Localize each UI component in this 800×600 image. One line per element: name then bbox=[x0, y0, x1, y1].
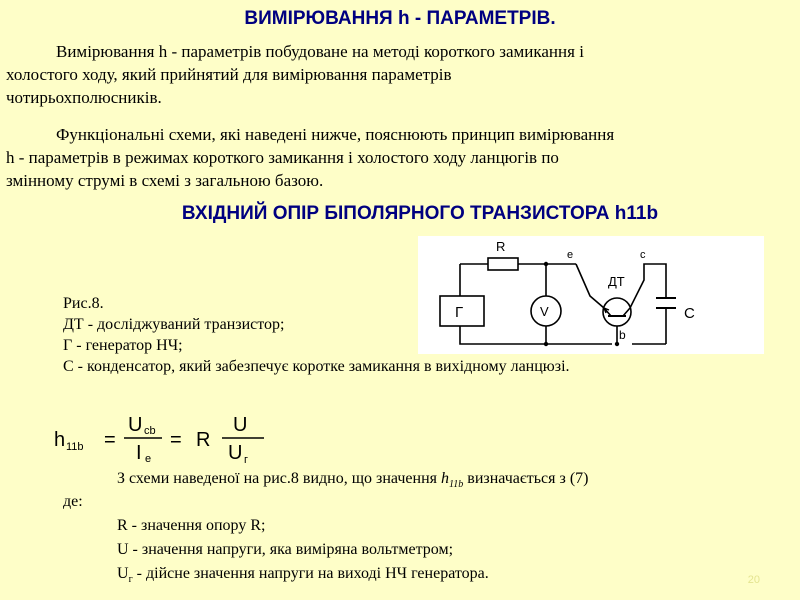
capacitor-label: С bbox=[684, 305, 695, 322]
schemes-paragraph bbox=[6, 123, 784, 192]
formula-den2-sub: г bbox=[244, 454, 249, 466]
intro-line-1: Вимірювання h - параметрів побудоване на методі короткого замикання і bbox=[56, 42, 584, 61]
resistor-label: R bbox=[496, 239, 506, 254]
page-title: ВИМІРЮВАННЯ h - ПАРАМЕТРІВ. bbox=[244, 8, 556, 29]
explanation-where: де: bbox=[63, 493, 83, 510]
formula-den2: U bbox=[228, 442, 243, 464]
formula-equals-1: = bbox=[104, 429, 116, 451]
intro-line-3: чотирьохполюсників. bbox=[6, 88, 162, 107]
legend-item-transistor: ДТ - досліджуваний транзистор; bbox=[63, 316, 285, 333]
formula-num2: U bbox=[233, 414, 248, 436]
formula-den1-sub: e bbox=[145, 453, 152, 465]
generator-label: Г bbox=[455, 304, 464, 321]
formula-num1: U bbox=[128, 414, 143, 436]
h11b-formula bbox=[50, 410, 290, 466]
formula-den1: I bbox=[136, 442, 142, 464]
figure-legend bbox=[63, 293, 570, 377]
voltmeter-label: V bbox=[540, 304, 549, 319]
slide-number: 20 bbox=[747, 574, 760, 586]
explanation-h: h bbox=[441, 470, 450, 487]
capacitor-symbol bbox=[656, 298, 676, 308]
formula-lhs: h bbox=[54, 429, 66, 451]
explanation-ug-symbol: U bbox=[117, 565, 129, 582]
explanation-text-a: З схеми наведеної на рис.8 видно, що значення bbox=[117, 470, 442, 487]
legend-item-capacitor: С - конденсатор, який забезпечує коротке замикання в вихідному ланцюзі. bbox=[63, 358, 570, 375]
schemes-line-1: Функціональні схеми, які наведені нижче, пояснюють принцип вимірювання bbox=[56, 125, 615, 144]
explanation-text-b: визначається з (7) bbox=[463, 470, 589, 487]
formula-coef: R bbox=[196, 429, 211, 451]
intro-paragraph bbox=[6, 40, 784, 109]
base-label: b bbox=[619, 328, 626, 342]
legend-item-generator: Г - генератор НЧ; bbox=[63, 337, 183, 354]
resistor-symbol bbox=[488, 258, 518, 270]
collector-label: с bbox=[640, 249, 646, 261]
schemes-line-3: змінному струмі в схемі з загальною базою. bbox=[6, 171, 324, 190]
emitter-label: е bbox=[567, 249, 574, 261]
transistor-symbol bbox=[603, 298, 631, 326]
explanation-item-r: R - значення опору R; bbox=[117, 517, 266, 534]
explanation-item-u: U - значення напруги, яка виміряна вольтметром; bbox=[117, 541, 454, 558]
explanation-h-sub: 11b bbox=[449, 479, 464, 491]
transistor-label: ДТ bbox=[608, 274, 625, 289]
explanation-ug-sub: г bbox=[128, 574, 133, 586]
figure-caption: Рис.8. bbox=[63, 295, 104, 312]
schemes-line-2: h - параметрів в режимах короткого замикання і холостого ходу ланцюгів по bbox=[6, 148, 559, 167]
section-heading: ВХІДНИЙ ОПІР БІПОЛЯРНОГО ТРАНЗИСТОРА h11b bbox=[181, 203, 659, 224]
explanation-ug-text: - дійсне значення напруги на виході НЧ генератора. bbox=[132, 565, 489, 582]
explanation-line-1 bbox=[117, 468, 588, 496]
explanation-item-ug bbox=[117, 563, 489, 591]
formula-num1-sub: cb bbox=[144, 425, 156, 437]
formula-lhs-sub: 11b bbox=[66, 441, 84, 453]
formula-equals-2: = bbox=[170, 429, 182, 451]
intro-line-2: холостого ходу, який прийнятий для вимірювання параметрів bbox=[6, 65, 452, 84]
